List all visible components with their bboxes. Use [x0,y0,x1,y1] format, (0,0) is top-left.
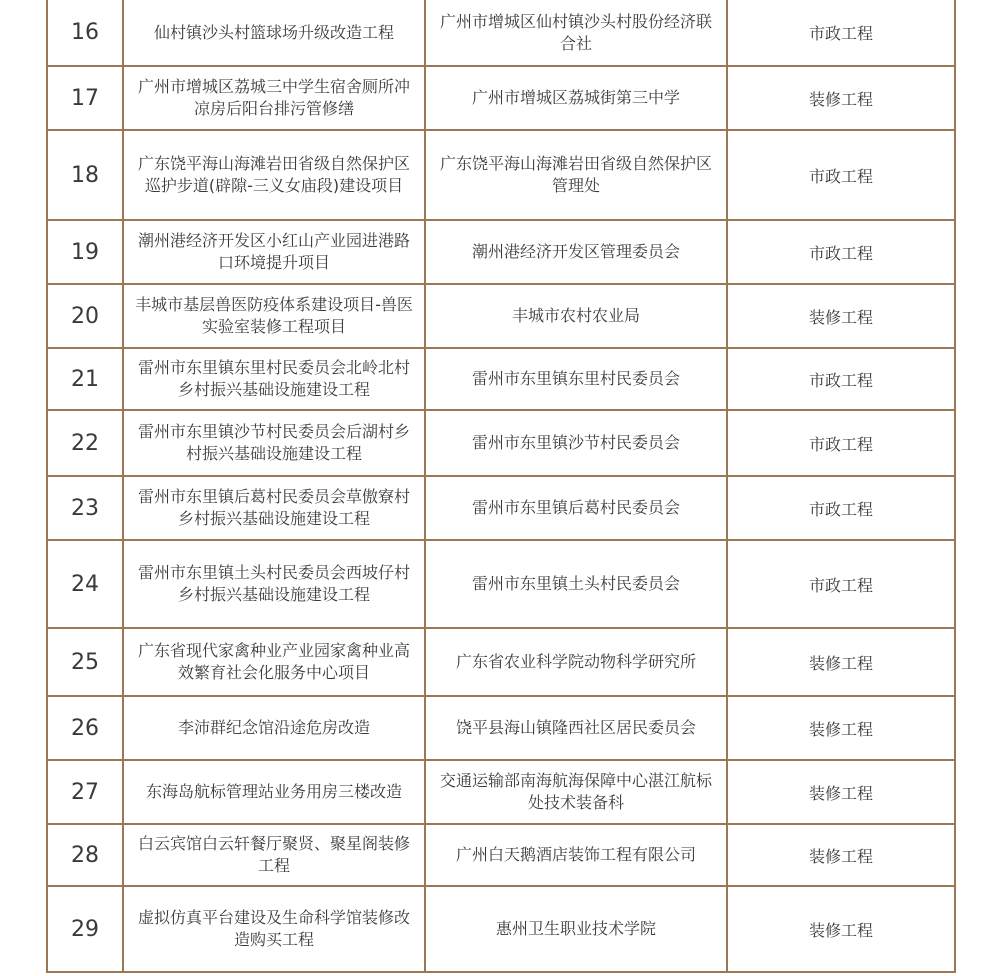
project-type: 装修工程 [727,760,955,824]
row-number: 24 [47,540,123,628]
project-owner: 惠州卫生职业技术学院 [425,886,727,972]
row-number: 28 [47,824,123,886]
table-row [47,476,955,540]
project-type: 市政工程 [727,0,955,66]
table-row [47,886,955,972]
project-type: 装修工程 [727,886,955,972]
project-type: 市政工程 [727,476,955,540]
table-row [47,696,955,760]
project-name: 潮州港经济开发区小红山产业园进港路口环境提升项目 [123,220,425,284]
table-row [47,284,955,348]
row-number: 19 [47,220,123,284]
table-row [47,66,955,130]
project-name: 广东饶平海山海滩岩田省级自然保护区巡护步道(辟隙-三义女庙段)建设项目 [123,130,425,220]
table-row [47,824,955,886]
row-number: 26 [47,696,123,760]
project-name: 丰城市基层兽医防疫体系建设项目-兽医实验室装修工程项目 [123,284,425,348]
project-name: 广州市增城区荔城三中学生宿舍厕所冲凉房后阳台排污管修缮 [123,66,425,130]
project-owner: 雷州市东里镇后葛村民委员会 [425,476,727,540]
row-number: 23 [47,476,123,540]
project-name: 雷州市东里镇东里村民委员会北岭北村乡村振兴基础设施建设工程 [123,348,425,410]
table-row [47,628,955,696]
table-row [47,410,955,476]
project-type: 市政工程 [727,410,955,476]
project-owner: 广州市增城区荔城街第三中学 [425,66,727,130]
project-owner: 雷州市东里镇沙节村民委员会 [425,410,727,476]
project-owner: 广州白天鹅酒店装饰工程有限公司 [425,824,727,886]
row-number: 29 [47,886,123,972]
table-row [47,760,955,824]
project-name: 雷州市东里镇土头村民委员会西坡仔村乡村振兴基础设施建设工程 [123,540,425,628]
project-type: 装修工程 [727,66,955,130]
project-table [46,0,956,973]
row-number: 17 [47,66,123,130]
table-row [47,0,955,66]
project-type: 市政工程 [727,130,955,220]
project-owner: 广州市增城区仙村镇沙头村股份经济联合社 [425,0,727,66]
project-name: 雷州市东里镇后葛村民委员会草傲寮村乡村振兴基础设施建设工程 [123,476,425,540]
project-name: 白云宾馆白云轩餐厅聚贤、聚星阁装修工程 [123,824,425,886]
row-number: 18 [47,130,123,220]
project-type: 市政工程 [727,348,955,410]
project-owner: 雷州市东里镇东里村民委员会 [425,348,727,410]
project-owner: 交通运输部南海航海保障中心湛江航标处技术装备科 [425,760,727,824]
row-number: 20 [47,284,123,348]
row-number: 21 [47,348,123,410]
project-type: 市政工程 [727,220,955,284]
project-type: 市政工程 [727,540,955,628]
table-row [47,348,955,410]
table-row [47,130,955,220]
project-owner: 雷州市东里镇土头村民委员会 [425,540,727,628]
project-owner: 丰城市农村农业局 [425,284,727,348]
project-name: 广东省现代家禽种业产业园家禽种业高效繁育社会化服务中心项目 [123,628,425,696]
project-type: 装修工程 [727,284,955,348]
project-name: 东海岛航标管理站业务用房三楼改造 [123,760,425,824]
table-row [47,540,955,628]
project-owner: 饶平县海山镇隆西社区居民委员会 [425,696,727,760]
project-name: 虚拟仿真平台建设及生命科学馆装修改造购买工程 [123,886,425,972]
project-type: 装修工程 [727,628,955,696]
row-number: 16 [47,0,123,66]
project-type: 装修工程 [727,696,955,760]
project-owner: 潮州港经济开发区管理委员会 [425,220,727,284]
project-name: 雷州市东里镇沙节村民委员会后湖村乡村振兴基础设施建设工程 [123,410,425,476]
project-table-body [47,0,955,972]
row-number: 27 [47,760,123,824]
project-type: 装修工程 [727,824,955,886]
project-name: 仙村镇沙头村篮球场升级改造工程 [123,0,425,66]
table-row [47,220,955,284]
project-owner: 广东饶平海山海滩岩田省级自然保护区管理处 [425,130,727,220]
row-number: 25 [47,628,123,696]
project-owner: 广东省农业科学院动物科学研究所 [425,628,727,696]
row-number: 22 [47,410,123,476]
project-name: 李沛群纪念馆沿途危房改造 [123,696,425,760]
